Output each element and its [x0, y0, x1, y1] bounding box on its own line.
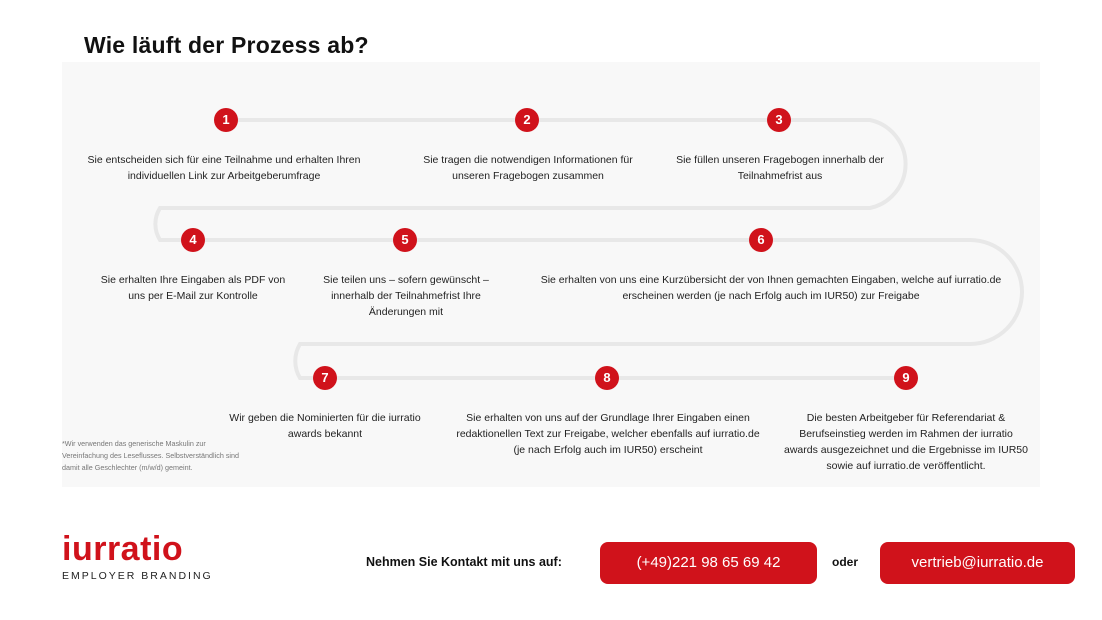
- step-1-text: Sie entscheiden sich für eine Teilnahme und erhalten Ihren individuellen Link zur Arbeitgeberumfrage: [87, 154, 361, 182]
- step-8-text: Sie erhalten von uns auf der Grundlage Ihrer Eingaben einen redaktionellen Text zur Freigabe, welcher ebenfalls auf iurratio.de (je nach Erfolg auch im IUR50) erscheint: [456, 412, 760, 456]
- step-7-text: Wir geben die Nominierten für die iurratio awards bekannt: [229, 412, 421, 440]
- phone-button[interactable]: (+49)221 98 65 69 42: [600, 542, 817, 584]
- step-4-number: 4: [181, 228, 205, 252]
- step-7-number: 7: [313, 366, 337, 390]
- step-2-number: 2: [515, 108, 539, 132]
- step-4-text: Sie erhalten Ihre Eingaben als PDF von uns per E-Mail zur Kontrolle: [100, 274, 286, 302]
- step-3-number: 3: [767, 108, 791, 132]
- step-6-text: Sie erhalten von uns eine Kurzübersicht der von Ihnen gemachten Eingaben, welche auf iurratio.de erscheinen werden (je nach Erfolg auch im IUR50) zur Freigabe: [540, 274, 1002, 302]
- logo-wordmark: iurratio: [62, 530, 184, 568]
- step-9-number: 9: [894, 366, 918, 390]
- step-6-number: 6: [749, 228, 773, 252]
- step-3-text: Sie füllen unseren Fragebogen innerhalb der Teilnahmefrist aus: [676, 154, 884, 182]
- footnote: *Wir verwenden das generische Maskulin zur Vereinfachung des Leseflusses. Selbstverständlich sind damit alle Geschlechter (m/w/d) gemeint.: [62, 439, 239, 472]
- or-label: oder: [832, 555, 859, 569]
- logo[interactable]: [62, 532, 213, 582]
- step-9-text: Die besten Arbeitgeber für Referendariat & Berufseinstieg werden im Rahmen der iurratio awards ausgezeichnet und die Ergebnisse im IUR50 sowie auf iurratio.de veröffentlicht.: [784, 412, 1028, 472]
- step-2-text: Sie tragen die notwendigen Informationen für unseren Fragebogen zusammen: [423, 154, 633, 182]
- page-title: Wie läuft der Prozess ab?: [84, 32, 369, 58]
- logo-subtitle: EMPLOYER BRANDING: [62, 570, 213, 582]
- step-8-number: 8: [595, 366, 619, 390]
- contact-label: Nehmen Sie Kontakt mit uns auf:: [366, 555, 562, 569]
- step-1-number: 1: [214, 108, 238, 132]
- step-5-text: Sie teilen uns – sofern gewünscht – innerhalb der Teilnahmefrist Ihre Änderungen mit: [323, 274, 489, 318]
- step-5-number: 5: [393, 228, 417, 252]
- email-button[interactable]: vertrieb@iurratio.de: [880, 542, 1075, 584]
